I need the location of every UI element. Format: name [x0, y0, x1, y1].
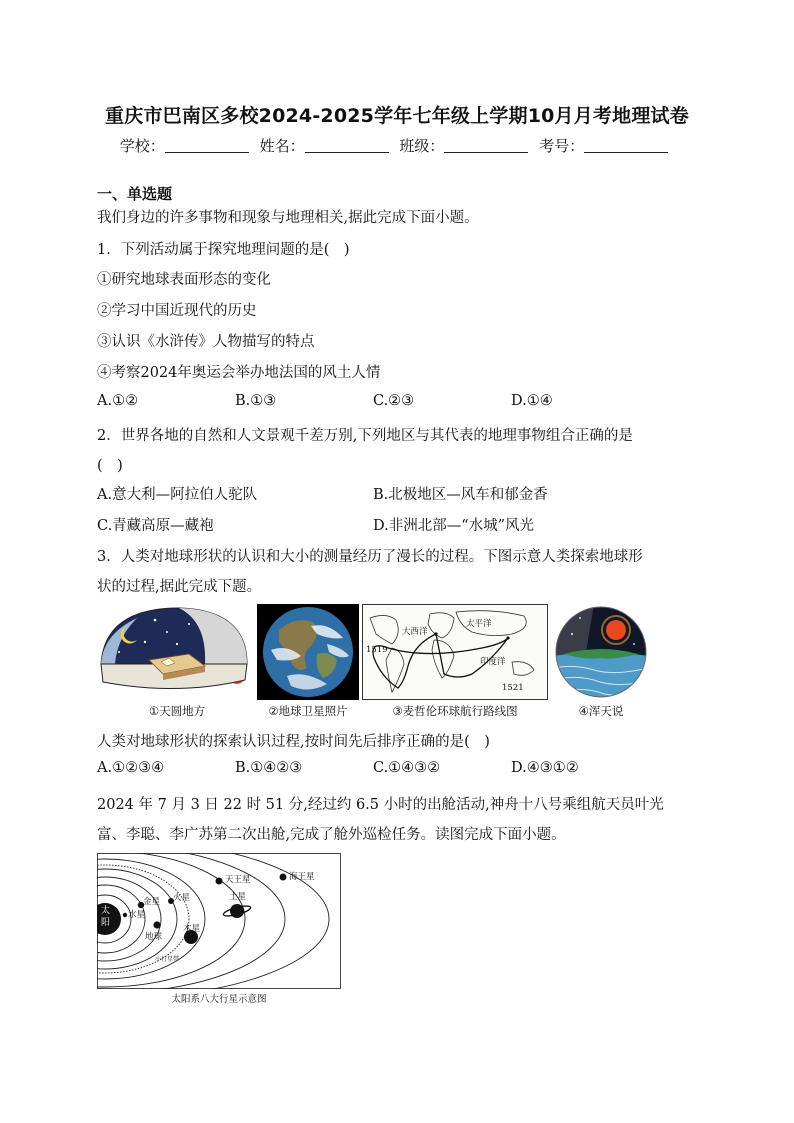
planet-label-mars: 火星: [173, 893, 191, 903]
figure-3-caption: ③麦哲伦环球航行路线图: [392, 704, 518, 718]
section-heading: 一、单选题: [97, 185, 173, 203]
name-blank[interactable]: [305, 138, 389, 153]
q3-option-d[interactable]: D.④③①②: [511, 760, 579, 776]
planet-label-neptune: 海王星: [289, 872, 315, 882]
q3-question: 人类对地球形状的探索认识过程,按时间先后排序正确的是( ): [97, 734, 490, 750]
q3-stem-cont: 状的过程,据此完成下题。: [97, 579, 262, 595]
q3-option-a[interactable]: A.①②③④: [97, 760, 165, 776]
intro-text-1: 我们身边的许多事物和现象与地理相关,据此完成下面小题。: [97, 210, 479, 226]
solar-system-caption: 太阳系八大行星示意图: [171, 994, 267, 1005]
planet-label-saturn: 土星: [229, 892, 247, 902]
q2-option-b[interactable]: B.北极地区—风车和郁金香: [373, 487, 548, 503]
intro-text-2-line2: 富、李聪、李广苏第二次出舱,完成了舱外巡检任务。读图完成下面小题。: [97, 827, 566, 843]
earth-satellite-photo-figure: [257, 604, 359, 700]
q1-item-2: ②学习中国近现代的历史: [97, 303, 257, 319]
q1-option-d[interactable]: D.①④: [511, 393, 553, 409]
q1-item-3: ③认识《水浒传》人物描写的特点: [97, 334, 315, 350]
planet-label-mercury: 水星: [128, 910, 146, 920]
huntian-theory-figure: [554, 604, 648, 700]
asteroid-belt-label: 小行星带: [155, 956, 180, 963]
q2-stem: 2．世界各地的自然和人文景观千差万别,下列地区与其代表的地理事物组合正确的是: [97, 428, 633, 444]
q2-option-a[interactable]: A.意大利—阿拉伯人驼队: [97, 487, 258, 503]
school-blank[interactable]: [165, 138, 249, 153]
svg-text:太平洋: 太平洋: [466, 619, 492, 629]
class-blank[interactable]: [444, 138, 528, 153]
name-label: 姓名：: [259, 137, 305, 155]
q3-stem: 3．人类对地球形状的认识和大小的测量经历了漫长的过程。下图示意人类探索地球形: [97, 549, 643, 565]
svg-text:1521: 1521: [502, 683, 524, 693]
planet-label-venus: 金星: [143, 897, 161, 907]
solar-system-diagram: [97, 853, 341, 989]
svg-text:1519: 1519: [366, 645, 388, 655]
q1-option-a[interactable]: A.①②: [97, 393, 139, 409]
q1-item-4: ④考察2024年奥运会举办地法国的风土人情: [97, 365, 381, 381]
q1-option-c[interactable]: C.②③: [373, 393, 415, 409]
q1-item-1: ①研究地球表面形态的变化: [97, 272, 271, 288]
class-label: 班级：: [399, 137, 445, 155]
svg-text:印度洋: 印度洋: [480, 657, 506, 667]
planet-label-uranus: 天王星: [225, 875, 251, 885]
figure-1-caption: ①天圆地方: [148, 704, 206, 718]
heaven-round-earth-square-figure: [97, 604, 249, 700]
q2-option-c[interactable]: C.青藏高原—藏袍: [97, 518, 214, 534]
planet-label-jupiter: 木星: [183, 924, 201, 934]
q3-option-c[interactable]: C.①④③②: [373, 760, 441, 776]
planet-label-earth: 地球: [145, 932, 163, 942]
magellan-route-map-figure: [362, 604, 548, 700]
sun-label: 太阳: [101, 906, 111, 928]
exam-number-blank[interactable]: [584, 138, 668, 153]
student-info-row: [0, 135, 794, 156]
figure-2-caption: ②地球卫星照片: [268, 704, 348, 718]
svg-text:大西洋: 大西洋: [402, 627, 428, 637]
exam-number-label: 考号：: [539, 137, 585, 155]
q2-stem-cont: ( ): [97, 458, 123, 474]
intro-text-2-line1: 2024 年 7 月 3 日 22 时 51 分,经过约 6.5 小时的出舱活动,神舟十八号乘组航天员叶光: [97, 797, 664, 813]
q2-option-d[interactable]: D.非洲北部—“水城”风光: [373, 518, 535, 534]
school-label: 学校：: [119, 137, 165, 155]
q1-option-b[interactable]: B.①③: [235, 393, 277, 409]
q3-option-b[interactable]: B.①④②③: [235, 760, 303, 776]
figure-4-caption: ④浑天说: [578, 704, 624, 718]
page-title: 重庆市巴南区多校2024-2025学年七年级上学期10月月考地理试卷: [105, 105, 689, 127]
q1-stem: 1．下列活动属于探究地理问题的是( ): [97, 242, 350, 258]
